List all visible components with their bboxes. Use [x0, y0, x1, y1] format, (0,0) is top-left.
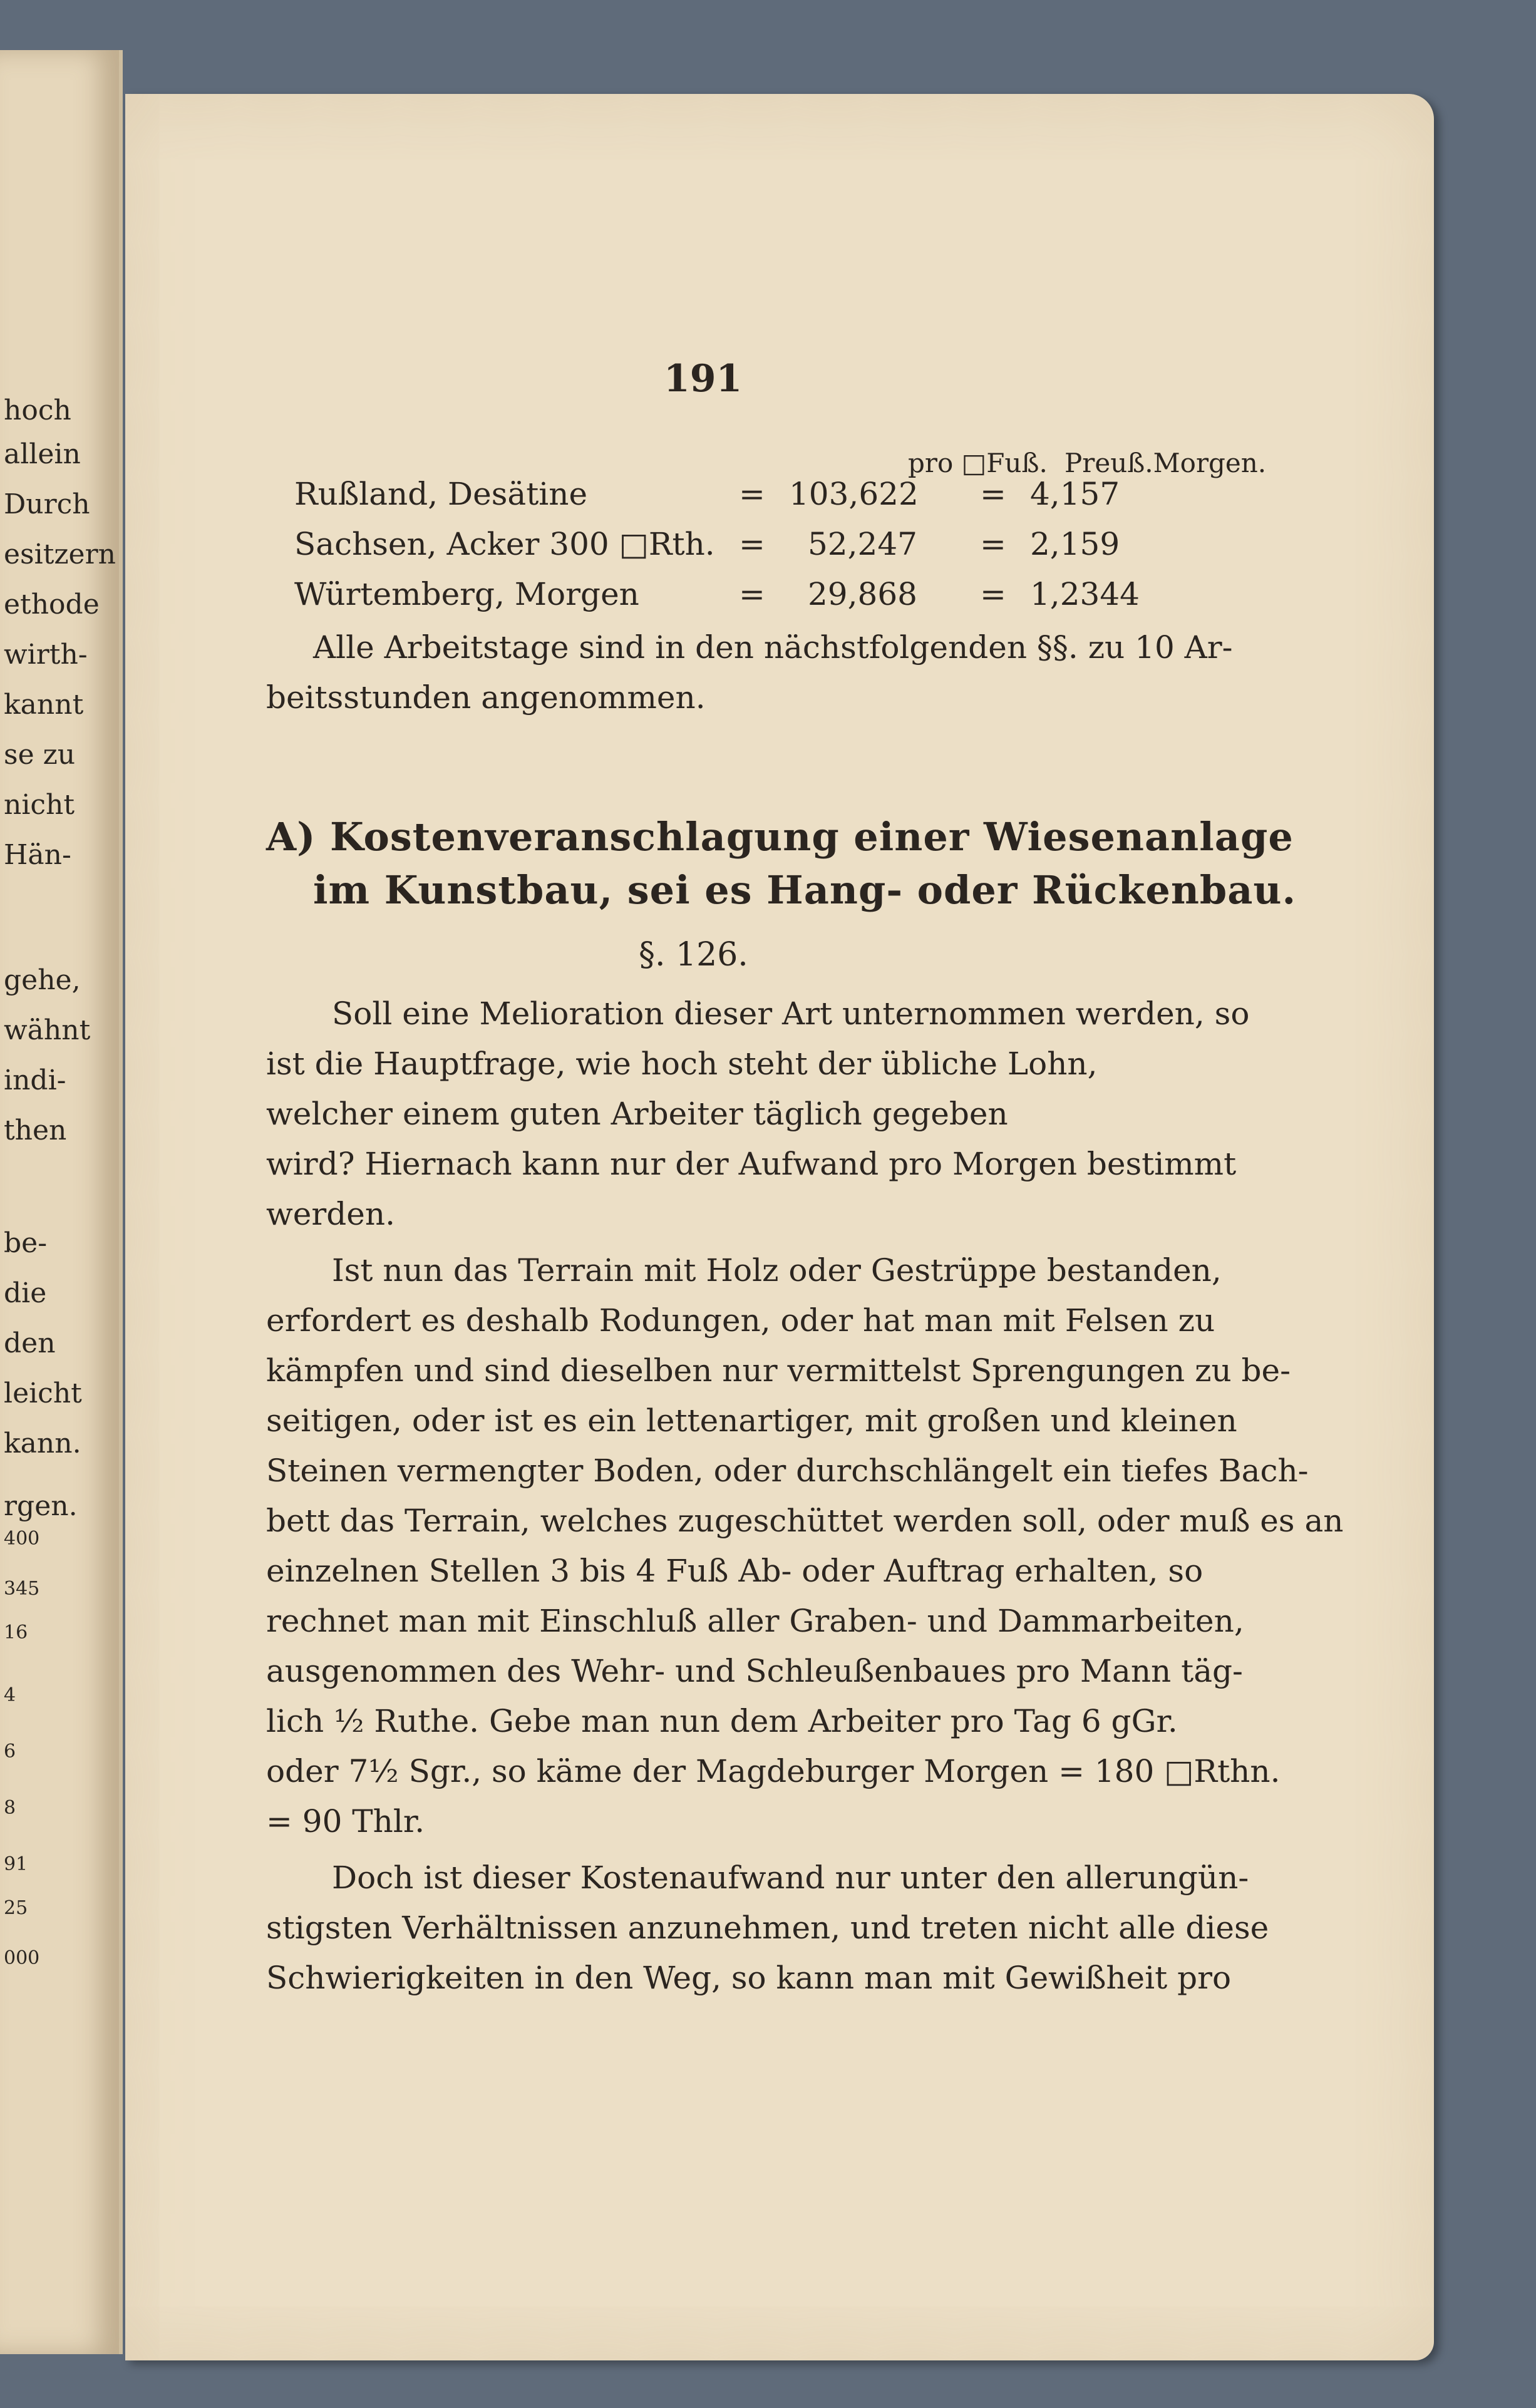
- facing-page-fragment: allein: [4, 438, 81, 470]
- facing-page-fragment: rgen.: [4, 1490, 78, 1522]
- table-row-eq: =: [739, 526, 765, 562]
- table-row-value: 103,622: [789, 476, 919, 512]
- table-row-morgen: 1,2344: [1030, 576, 1140, 612]
- table-row-value: 52,247: [808, 526, 917, 562]
- paragraph-line: erfordert es deshalb Rodungen, oder hat man mit Felsen zu: [266, 1302, 1215, 1339]
- facing-page-fragment: leicht: [4, 1377, 82, 1409]
- paragraph-line: oder 7½ Sgr., so käme der Magdeburger Morgen = 180 □Rthn.: [266, 1753, 1281, 1789]
- table-row-eq: =: [739, 576, 765, 612]
- book-page: [125, 94, 1434, 2360]
- page-number: 191: [664, 357, 743, 401]
- facing-page: [0, 50, 123, 2354]
- facing-page-fragment: kann.: [4, 1428, 81, 1459]
- paragraph-line: ausgenommen des Wehr- und Schleußenbaues pro Mann täg-: [266, 1653, 1243, 1689]
- paragraph-line: kämpfen und sind dieselben nur vermittelst Sprengungen zu be-: [266, 1352, 1291, 1389]
- paragraph-line: welcher einem guten Arbeiter täglich gegeben: [266, 1096, 1008, 1132]
- facing-page-fragment: esitzern: [4, 538, 116, 570]
- section-number: §. 126.: [639, 936, 748, 974]
- table-row-label: Sachsen, Acker 300 □Rth.: [294, 526, 715, 562]
- facing-page-fragment: die: [4, 1277, 47, 1309]
- paragraph-line: werden.: [266, 1196, 395, 1232]
- table-row-eq: =: [980, 476, 1006, 512]
- facing-page-fragment: 6: [4, 1741, 16, 1762]
- paragraph-line: Steinen vermengter Boden, oder durchschlängelt ein tiefes Bach-: [266, 1453, 1309, 1489]
- paragraph-line: wird? Hiernach kann nur der Aufwand pro Morgen bestimmt: [266, 1146, 1237, 1182]
- table-header-preuss-morgen: Preuß.Morgen.: [1064, 448, 1267, 478]
- intro-line: beitsstunden angenommen.: [266, 679, 706, 716]
- paragraph-line: Soll eine Melioration dieser Art unternommen werden, so: [332, 996, 1250, 1032]
- paragraph-line: bett das Terrain, welches zugeschüttet werden soll, oder muß es an: [266, 1503, 1344, 1539]
- facing-page-fragment: 400: [4, 1528, 40, 1550]
- table-row-label: Rußland, Desätine: [294, 476, 588, 512]
- section-heading: A) Kostenveranschlagung einer Wiesenanlage: [266, 814, 1294, 860]
- facing-page-fragment: hoch: [4, 394, 71, 426]
- table-row-morgen: 4,157: [1030, 476, 1120, 512]
- facing-page-fragment: 4: [4, 1684, 16, 1706]
- facing-page-fragment: 25: [4, 1897, 28, 1919]
- table-row-eq: =: [739, 476, 765, 512]
- table-row-value: 29,868: [808, 576, 917, 612]
- facing-page-fragment: indi-: [4, 1064, 66, 1096]
- paragraph-line: lich ½ Ruthe. Gebe man nun dem Arbeiter pro Tag 6 gGr.: [266, 1703, 1178, 1739]
- paragraph-line: ist die Hauptfrage, wie hoch steht der übliche Lohn,: [266, 1046, 1098, 1082]
- facing-page-fragment: 16: [4, 1622, 28, 1644]
- facing-page-fragment: then: [4, 1114, 67, 1146]
- facing-page-fragment: Hän-: [4, 839, 71, 871]
- facing-page-fragment: 8: [4, 1797, 16, 1819]
- table-row-eq: =: [980, 526, 1006, 562]
- section-heading: im Kunstbau, sei es Hang- oder Rückenbau.: [313, 867, 1297, 913]
- facing-page-fragment: kannt: [4, 689, 84, 721]
- intro-line: Alle Arbeitstage sind in den nächstfolgenden §§. zu 10 Ar-: [313, 629, 1233, 666]
- facing-page-fragment: 345: [4, 1578, 40, 1600]
- table-row-label: Würtemberg, Morgen: [294, 576, 639, 612]
- facing-page-fragment: ethode: [4, 589, 100, 620]
- table-row-morgen: 2,159: [1030, 526, 1120, 562]
- paragraph-line: einzelnen Stellen 3 bis 4 Fuß Ab- oder Auftrag erhalten, so: [266, 1553, 1204, 1589]
- facing-page-fragment: se zu: [4, 739, 76, 771]
- facing-page-fragment: 91: [4, 1853, 28, 1875]
- facing-page-fragment: Durch: [4, 488, 90, 520]
- facing-page-fragment: wähnt: [4, 1014, 91, 1046]
- facing-page-fragment: wirth-: [4, 639, 88, 671]
- facing-page-fragment: nicht: [4, 789, 75, 821]
- paragraph-line: rechnet man mit Einschluß aller Graben- und Dammarbeiten,: [266, 1603, 1244, 1639]
- paragraph-line: stigsten Verhältnissen anzunehmen, und treten nicht alle diese: [266, 1910, 1269, 1946]
- paragraph-line: Schwierigkeiten in den Weg, so kann man mit Gewißheit pro: [266, 1960, 1232, 1996]
- table-header-pro-fuss: pro □Fuß.: [908, 448, 1048, 478]
- facing-page-fragment: den: [4, 1327, 56, 1359]
- paragraph-line: Ist nun das Terrain mit Holz oder Gestrüppe bestanden,: [332, 1252, 1222, 1289]
- facing-page-fragment: be-: [4, 1227, 48, 1259]
- table-row-eq: =: [980, 576, 1006, 612]
- facing-page-fragment: 000: [4, 1947, 40, 1969]
- paragraph-line: seitigen, oder ist es ein lettenartiger, mit großen und kleinen: [266, 1402, 1237, 1439]
- paragraph-line: Doch ist dieser Kostenaufwand nur unter den allerungün-: [332, 1860, 1249, 1896]
- paragraph-line: = 90 Thlr.: [266, 1803, 425, 1839]
- facing-page-fragment: gehe,: [4, 964, 81, 996]
